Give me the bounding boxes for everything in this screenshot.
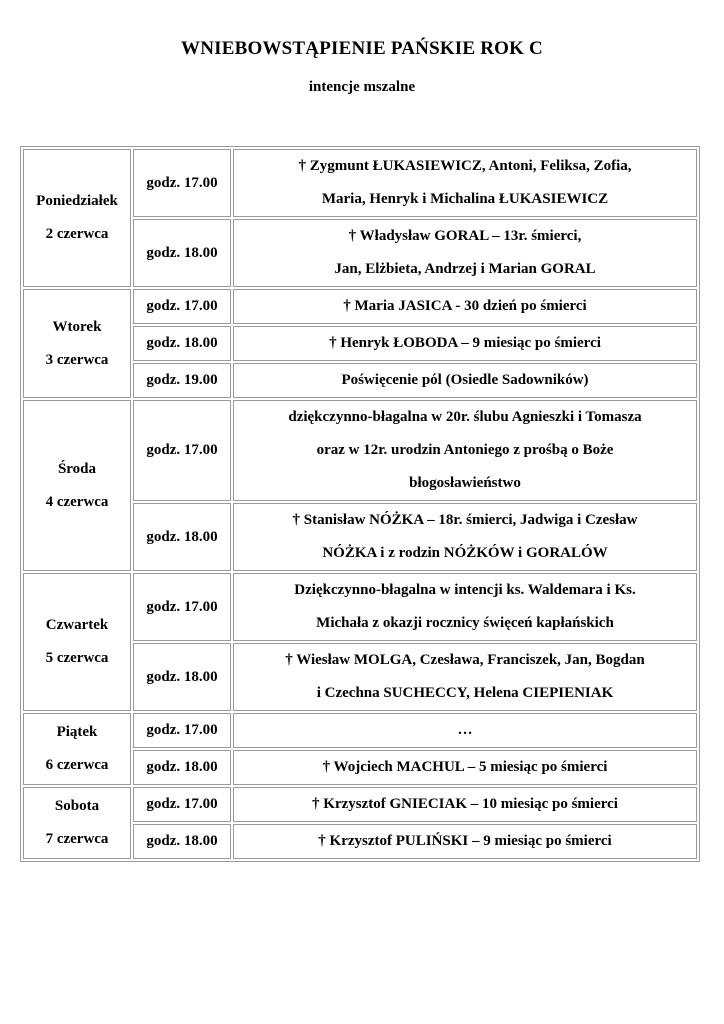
- mass-time: godz. 17.00: [133, 573, 231, 641]
- intention-line: Dziękczynno-błagalna w intencji ks. Waldemara i Ks.: [294, 582, 636, 598]
- intention-line: † Stanisław NÓŻKA – 18r. śmierci, Jadwiga i Czesław: [292, 512, 638, 528]
- mass-time: godz. 17.00: [133, 289, 231, 324]
- intention-line: † Zygmunt ŁUKASIEWICZ, Antoni, Feliksa, Zofia,: [298, 158, 632, 174]
- day-name: Wtorek: [52, 318, 102, 335]
- intention-line: † Wojciech MACHUL – 5 miesiąc po śmierci: [322, 759, 608, 775]
- mass-time: godz. 19.00: [133, 363, 231, 398]
- day-cell: [23, 573, 131, 711]
- intention-cell: [233, 326, 697, 361]
- page-subtitle: intencje mszalne: [308, 79, 416, 95]
- page-title: WNIEBOWSTĄPIENIE PAŃSKIE ROK C: [181, 38, 543, 59]
- mass-time: godz. 17.00: [133, 713, 231, 748]
- intention-line: NÓŻKA i z rodzin NÓŻKÓW i GORALÓW: [322, 545, 608, 561]
- intention-cell: [233, 824, 697, 859]
- intention-cell: [233, 363, 697, 398]
- day-name: Środa: [57, 460, 97, 477]
- mass-time: godz. 17.00: [133, 149, 231, 217]
- mass-intentions-table: [20, 146, 700, 862]
- intention-cell: [233, 573, 697, 641]
- intention-line: błogosławieństwo: [409, 475, 521, 491]
- intention-line: Jan, Elżbieta, Andrzej i Marian GORAL: [334, 261, 596, 277]
- intention-cell: [233, 713, 697, 748]
- intention-line: Poświęcenie pól (Osiedle Sadowników): [341, 372, 589, 388]
- day-date: 5 czerwca: [45, 650, 109, 666]
- intention-cell: [233, 787, 697, 822]
- day-name: Piątek: [56, 724, 98, 740]
- mass-time: godz. 17.00: [133, 400, 231, 501]
- intention-line: † Krzysztof PULIŃSKI – 9 miesiąc po śmierci: [318, 833, 612, 849]
- day-date: 2 czerwca: [45, 226, 109, 242]
- intention-line: † Wiesław MOLGA, Czesława, Franciszek, Jan, Bogdan: [285, 652, 645, 668]
- mass-time: godz. 18.00: [133, 219, 231, 287]
- intention-line: i Czechna SUCHECCY, Helena CIEPIENIAK: [316, 685, 614, 701]
- day-name: Poniedziałek: [36, 193, 118, 209]
- intention-line: Maria, Henryk i Michalina ŁUKASIEWICZ: [321, 191, 609, 207]
- mass-time: godz. 18.00: [133, 326, 231, 361]
- intention-line: † Krzysztof GNIECIAK – 10 miesiąc po śmierci: [312, 796, 618, 812]
- day-name: Sobota: [54, 798, 100, 814]
- intention-cell: [233, 503, 697, 571]
- day-name: Czwartek: [45, 617, 109, 633]
- table-row: [23, 573, 697, 641]
- intention-line: † Władysław GORAL – 13r. śmierci,: [348, 228, 582, 244]
- intention-cell: [233, 149, 697, 217]
- day-date: 4 czerwca: [45, 493, 109, 510]
- day-date: 3 czerwca: [45, 351, 109, 368]
- intention-cell: [233, 643, 697, 711]
- table-row: [23, 149, 697, 217]
- table-row: [23, 713, 697, 748]
- intention-line: Michała z okazji rocznicy święceń kapłańskich: [316, 615, 614, 631]
- day-cell: [23, 400, 131, 571]
- day-cell: [23, 149, 131, 287]
- intention-line: dziękczynno-błagalna w 20r. ślubu Agnieszki i Tomasza: [288, 409, 642, 425]
- table-row: [23, 289, 697, 324]
- day-cell: [23, 713, 131, 785]
- day-date: 7 czerwca: [45, 831, 109, 847]
- mass-time: godz. 18.00: [133, 824, 231, 859]
- mass-time: godz. 18.00: [133, 503, 231, 571]
- intention-cell: [233, 289, 697, 324]
- intention-line: † Henryk ŁOBODA – 9 miesiąc po śmierci: [329, 335, 601, 351]
- table-row: [23, 400, 697, 501]
- table-row: [23, 787, 697, 822]
- day-cell: [23, 787, 131, 859]
- intention-line: …: [457, 722, 473, 738]
- day-date: 6 czerwca: [45, 757, 109, 773]
- intention-line: † Maria JASICA - 30 dzień po śmierci: [343, 298, 587, 314]
- mass-time: godz. 17.00: [133, 787, 231, 822]
- intention-cell: [233, 400, 697, 501]
- intention-line: oraz w 12r. urodzin Antoniego z prośbą o Boże: [316, 442, 614, 458]
- intention-cell: [233, 750, 697, 785]
- intention-cell: [233, 219, 697, 287]
- day-cell: [23, 289, 131, 398]
- mass-time: godz. 18.00: [133, 643, 231, 711]
- mass-time: godz. 18.00: [133, 750, 231, 785]
